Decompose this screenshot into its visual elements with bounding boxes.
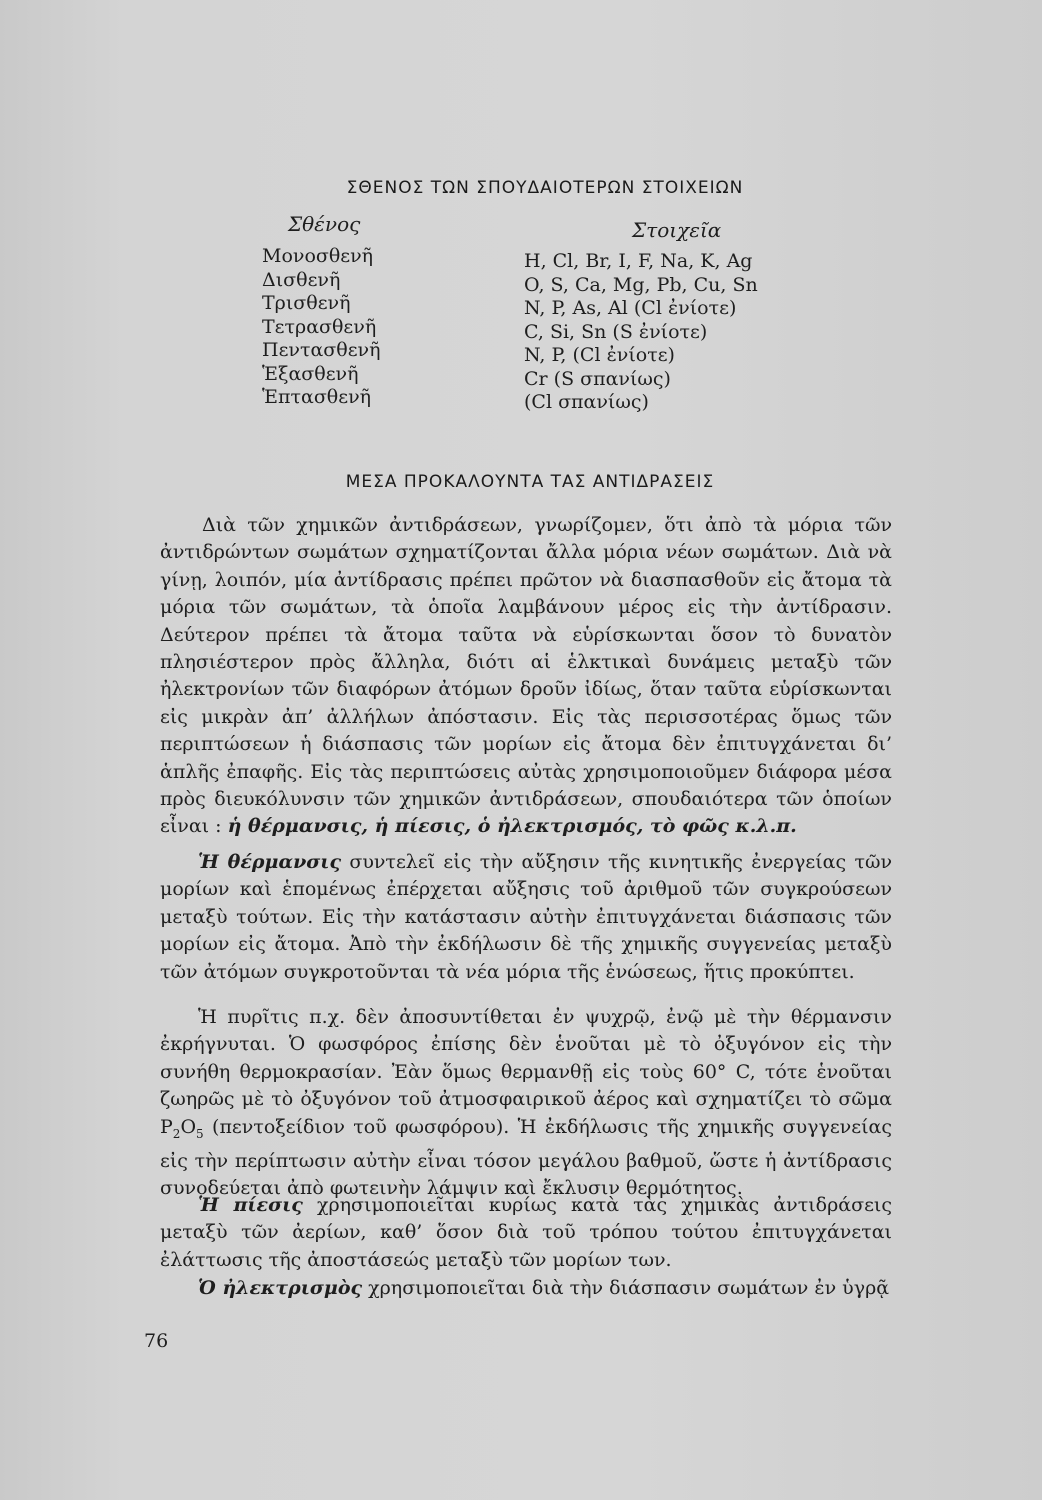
elements-cell: N, P, As, Al (Cl ἐνίοτε) [524,297,737,319]
paragraph-heating [160,849,892,986]
heating-term: Ἡ θέρμανσις [198,851,342,873]
page-number: 76 [144,1330,169,1352]
valence-cell: Πεντασθενῆ [262,339,381,361]
elements-column-header: Στοιχεῖα [632,218,722,242]
elements-cell: Cr (S σπανίως) [524,367,671,390]
elements-cell: N, P, (Cl ἐνίοτε) [524,344,675,366]
elements-cell: H, Cl, Br, I, F, Na, K, Ag [524,250,753,272]
paragraph-text: Ἡ πυρῖτις π.χ. δὲν ἀποσυντίθεται ἐν ψυχρῷ, ἐνῷ μὲ τὴν θέρμανσιν ἐκρήγνυται. Ὁ φωσφόρος ἐπίσης δὲν ἑνοῦται μὲ τὸ ὀξυγόνον εἰς τὴν συνήθη θερμοκρασίαν. Ἐὰν ὅμως θερμανθῇ εἰς τοὺς 60° C, τότε ἑνοῦται ζωηρῶς μὲ τὸ ὀξυγόνον τοῦ ἀτμοσφαιρικοῦ ἀέρος καὶ σχηματίζει τὸ σῶμα [160,1006,892,1111]
valence-cell: Τετρασθενῆ [262,315,377,338]
table-title: ΣΘΕΝΟΣ ΤΩΝ ΣΠΟΥΔΑΙΟΤΕΡΩΝ ΣΤΟΙΧΕΙΩΝ [346,178,744,198]
valence-cell: Ἑπτασθενῆ [262,386,371,408]
paragraph-intro [160,512,892,841]
paragraph-text: συντελεῖ εἰς τὴν αὔξησιν τῆς κινητικῆς ἐνεργείας τῶν μορίων καὶ ἑπομένως ἐπέρχεται αὔξησις τοῦ ἀριθμοῦ τῶν συγκρούσεων μεταξὺ τούτων. Εἰς τὴν κατάστασιν αὐτὴν ἐπιτυγχάνεται διάσπασις τῶν μορίων εἰς ἄτομα. Ἀπὸ τὴν ἐκδήλωσιν δὲ τῆς χημικῆς συγγενείας μεταξὺ τῶν ἀτόμων συγκροτοῦνται τὰ νέα μόρια τῆς ἑνώσεως, ἥτις προκύπτει. [160,851,893,983]
paragraph-text: χρησιμοποιεῖται διὰ τὴν διάσπασιν σωμάτων ἐν ὑγρᾷ [368,1277,890,1299]
chemical-formula: $P_2O_5$ [160,1115,204,1141]
paragraph-examples [160,1004,892,1203]
paragraph-pressure [160,1192,892,1274]
paragraph-text: χρησιμοποιεῖται κυρίως κατὰ τὰς χημικὰς ἀντιδράσεις μεταξὺ τῶν ἀερίων, καθ’ ὅσον διὰ τοῦ τρόπου τούτου ἐπιτυγχάνεται ἐλάττωσις τῆς ἀποστάσεώς μεταξὺ τῶν μορίων των. [160,1194,892,1271]
valence-cell: Μονοσθενῆ [262,245,374,267]
paragraph-text: Διὰ τῶν χημικῶν ἀντιδράσεων, γνωρίζομεν, ὅτι ἀπὸ τὰ μόρια τῶν ἀντιδρώντων σωμάτων σχηματίζονται ἄλλα μόρια νέων σωμάτων. Διὰ νὰ γίνῃ, λοιπόν, μία ἀντίδρασις πρέπει πρῶτον νὰ διασπασθοῦν εἰς ἄτομα τὰ μόρια τῶν σωμάτων, τὰ ὁποῖα λαμβάνουν μέρος εἰς τὴν ἀντίδρασιν. Δεύτερον πρέπει τὰ ἄτομα ταῦτα νὰ εὑρίσκωνται ὅσον τὸ δυνατὸν πλησιέστερον πρὸς ἄλληλα, διότι αἱ ἑλκτικαὶ δυνάμεις μεταξὺ τῶν ἠλεκτρονίων τῶν διαφόρων ἀτόμων δροῦν ἰδίως, ὅταν ταῦτα εὑρίσκωνται εἰς μικρὰν ἀπ’ ἀλλήλων ἀπόστασιν. Εἰς τὰς περισσοτέρας ὅμως τῶν περιπτώσεων ἡ διάσπασις τῶν μορίων εἰς ἄτομα δὲν ἐπιτυγχάνεται δι’ ἁπλῆς ἐπαφῆς. Εἰς τὰς περιπτώσεις αὐτὰς χρησιμοποιοῦμεν διάφορα μέσα πρὸς διευκόλυνσιν τῶν χημικῶν ἀντιδράσεων, σπουδαιότερα τῶν ὁποίων εἶναι : [160,514,892,838]
elements-column [524,250,758,415]
valence-cell: Δισθενῆ [262,268,341,291]
valence-column [262,245,381,410]
valence-cell: Τρισθενῆ [262,292,351,314]
elements-cell: (Cl σπανίως) [524,391,649,413]
elements-cell: C, Si, Sn (S ἐνίοτε) [524,320,708,343]
section-title: ΜΕΣΑ ΠΡΟΚΑΛΟΥΝΤΑ ΤΑΣ ΑΝΤΙΔΡΑΣΕΙΣ [345,472,715,492]
elements-cell: O, S, Ca, Mg, Pb, Cu, Sn [524,273,758,296]
means-list: ἡ θέρμανσις, ἡ πίεσις, ὁ ἠλεκτρισμός, τὸ φῶς κ.λ.π. [227,815,797,838]
paragraph-text: (πεντοξείδιον τοῦ φωσφόρου). Ἡ ἐκδήλωσις τῆς χημικῆς συγγενείας εἰς τὴν περίπτωσιν αὐτὴν εἶναι τόσον μεγάλου βαθμοῦ, ὥστε ἡ ἀντίδρασις συνοδεύεται ἀπὸ φωτεινὴν λάμψιν καὶ ἔκλυσιν θερμότητος. [160,1115,892,1200]
valence-cell: Ἑξασθενῆ [262,362,359,385]
pressure-term: Ἡ πίεσις [198,1194,303,1216]
valence-column-header: Σθένος [288,212,361,236]
electricity-term: Ὁ ἠλεκτρισμὸς [198,1277,363,1299]
paragraph-electricity [160,1275,892,1302]
